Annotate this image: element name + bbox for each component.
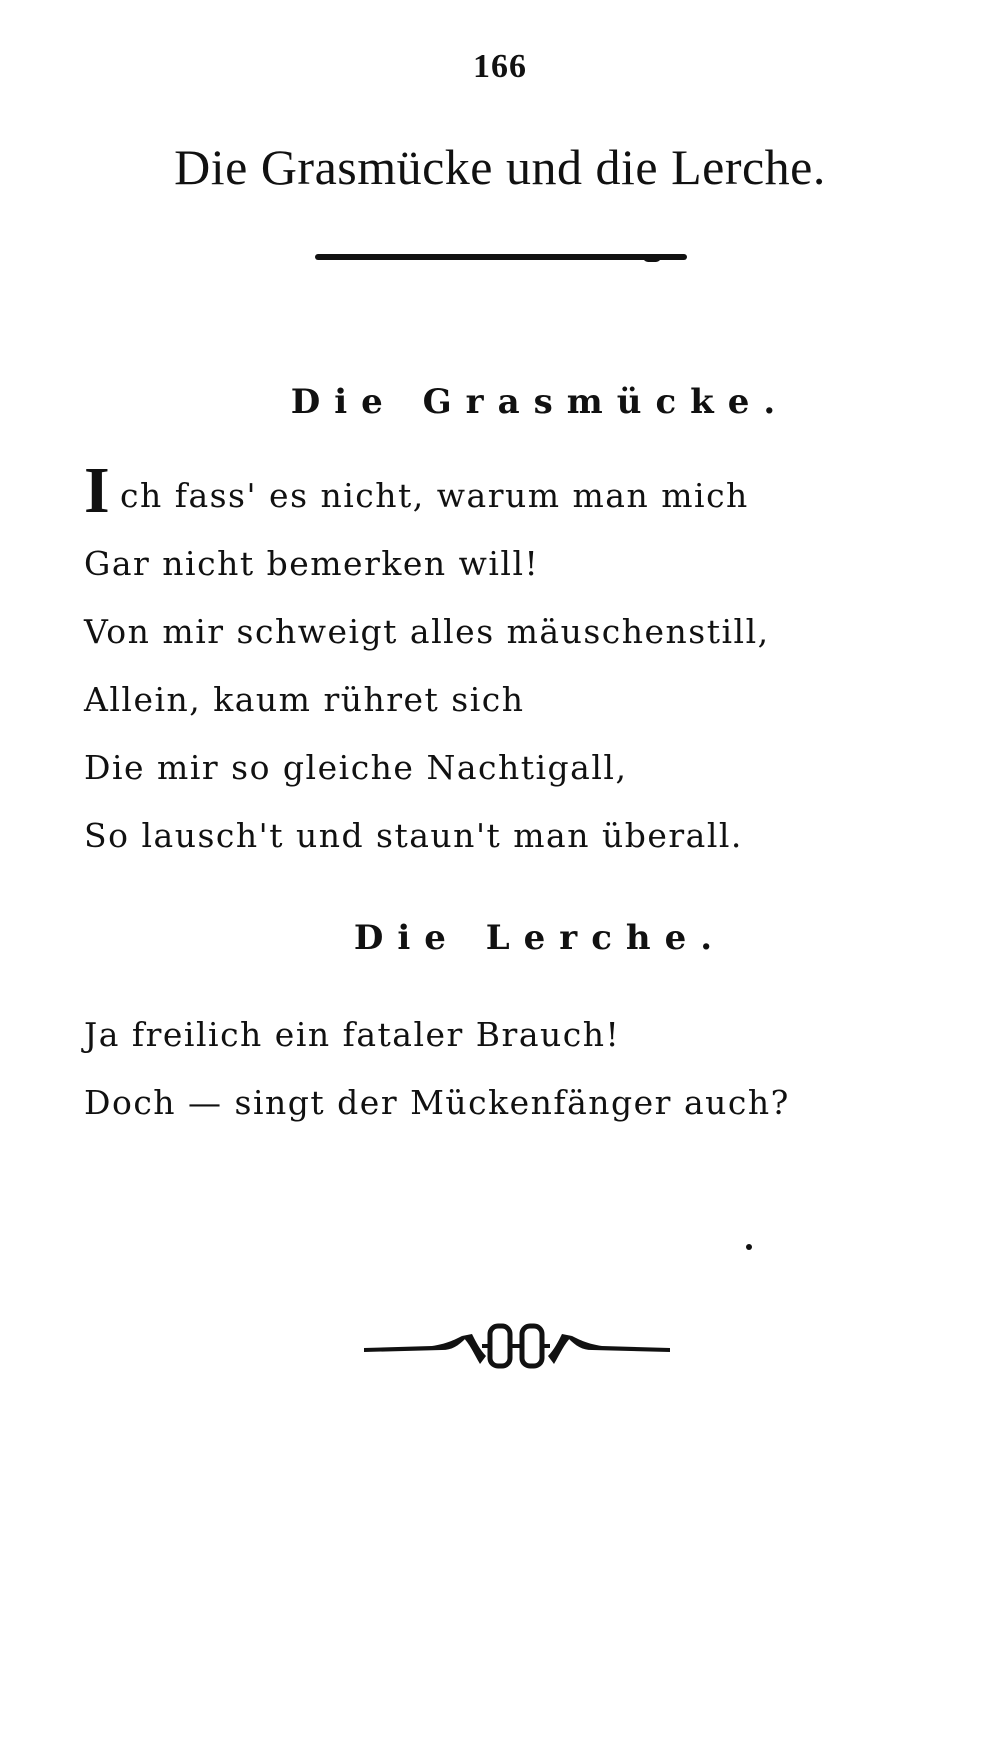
speaker-heading-grasmuecke: Die Grasmücke.: [290, 382, 790, 422]
verse-line: Ja freilich ein fataler Brauch!: [84, 1015, 621, 1054]
stanza-grasmuecke: [84, 454, 944, 870]
verse-line: [84, 454, 944, 530]
verse-line: Von mir schweigt alles mäuschenstill,: [84, 612, 770, 651]
speaker-heading-lerche: Die Lerche.: [353, 918, 727, 958]
verse-line: Doch — singt der Mückenfänger auch?: [84, 1083, 790, 1122]
stanza-lerche: [84, 1001, 944, 1137]
verse-line: Allein, kaum rühret sich: [84, 680, 525, 719]
end-ornament: [362, 1316, 672, 1376]
verse-line: So lausch't und staun't man überall.: [84, 816, 743, 855]
page-title: Die Grasmücke und die Lerche.: [174, 139, 826, 195]
verse-line: Die mir so gleiche Nachtigall,: [84, 748, 628, 787]
verse-line-text: ch fass' es nicht, warum man mich: [120, 476, 749, 515]
page-number: 166: [473, 48, 527, 85]
drop-cap: I: [84, 454, 112, 527]
ink-speck: [746, 1244, 752, 1250]
verse-line: Gar nicht bemerken will!: [84, 544, 540, 583]
title-rule: [315, 254, 687, 260]
